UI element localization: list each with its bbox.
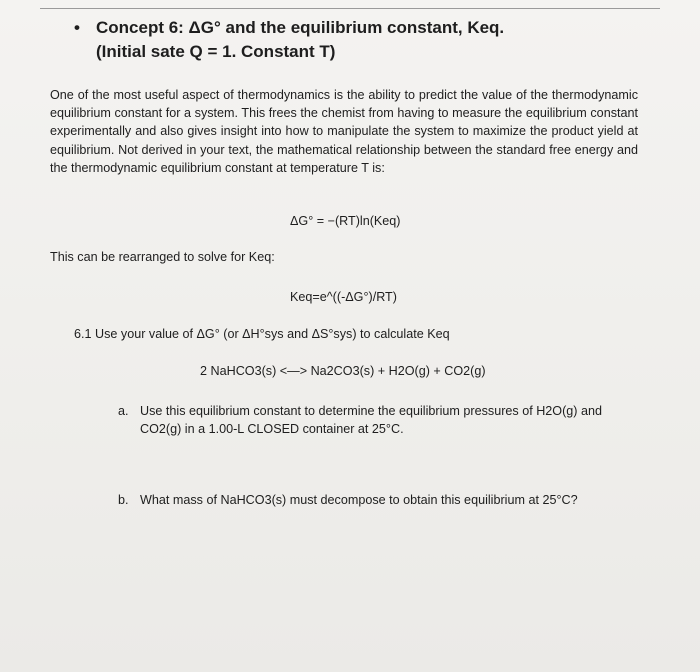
- question-6-1: 6.1 Use your value of ΔG° (or ΔH°sys and ΔS°sys) to calculate Keq: [74, 327, 450, 341]
- heading-title: Concept 6: ΔG° and the equilibrium constant, Keq.: [96, 18, 505, 37]
- equation-keq: Keq=e^((-ΔG°)/RT): [290, 290, 397, 304]
- intro-paragraph: One of the most useful aspect of thermodynamics is the ability to predict the value of the thermodynamic equilibrium constant for a system. This frees the chemist from having to measure the equilibrium constant experimentally and also gives insight into how to manipulate the system to maximize the product yield at equilibrium. Not derived in your text, the mathematical relationship between the standard free energy and the thermodynamic equilibrium constant at temperature T is:: [50, 88, 638, 175]
- part-b-text: What mass of NaHCO3(s) must decompose to obtain this equilibrium at 25°C?: [140, 493, 578, 507]
- part-a-text: Use this equilibrium constant to determine the equilibrium pressures of H2O(g) and CO2(g) in a 1.00-L CLOSED container at 25°C.: [140, 404, 602, 436]
- rearrange-text: This can be rearranged to solve for Keq:: [50, 250, 275, 264]
- part-b-letter: b.: [118, 493, 129, 507]
- equation-free-energy: ΔG° = −(RT)ln(Keq): [290, 214, 401, 228]
- heading-bullet: •: [74, 18, 80, 37]
- part-a-letter: a.: [118, 404, 129, 418]
- reaction-equation: 2 NaHCO3(s) <—> Na2CO3(s) + H2O(g) + CO2(g): [200, 364, 486, 378]
- top-divider: [40, 8, 660, 9]
- heading-subtitle: (Initial sate Q = 1. Constant T): [96, 42, 336, 61]
